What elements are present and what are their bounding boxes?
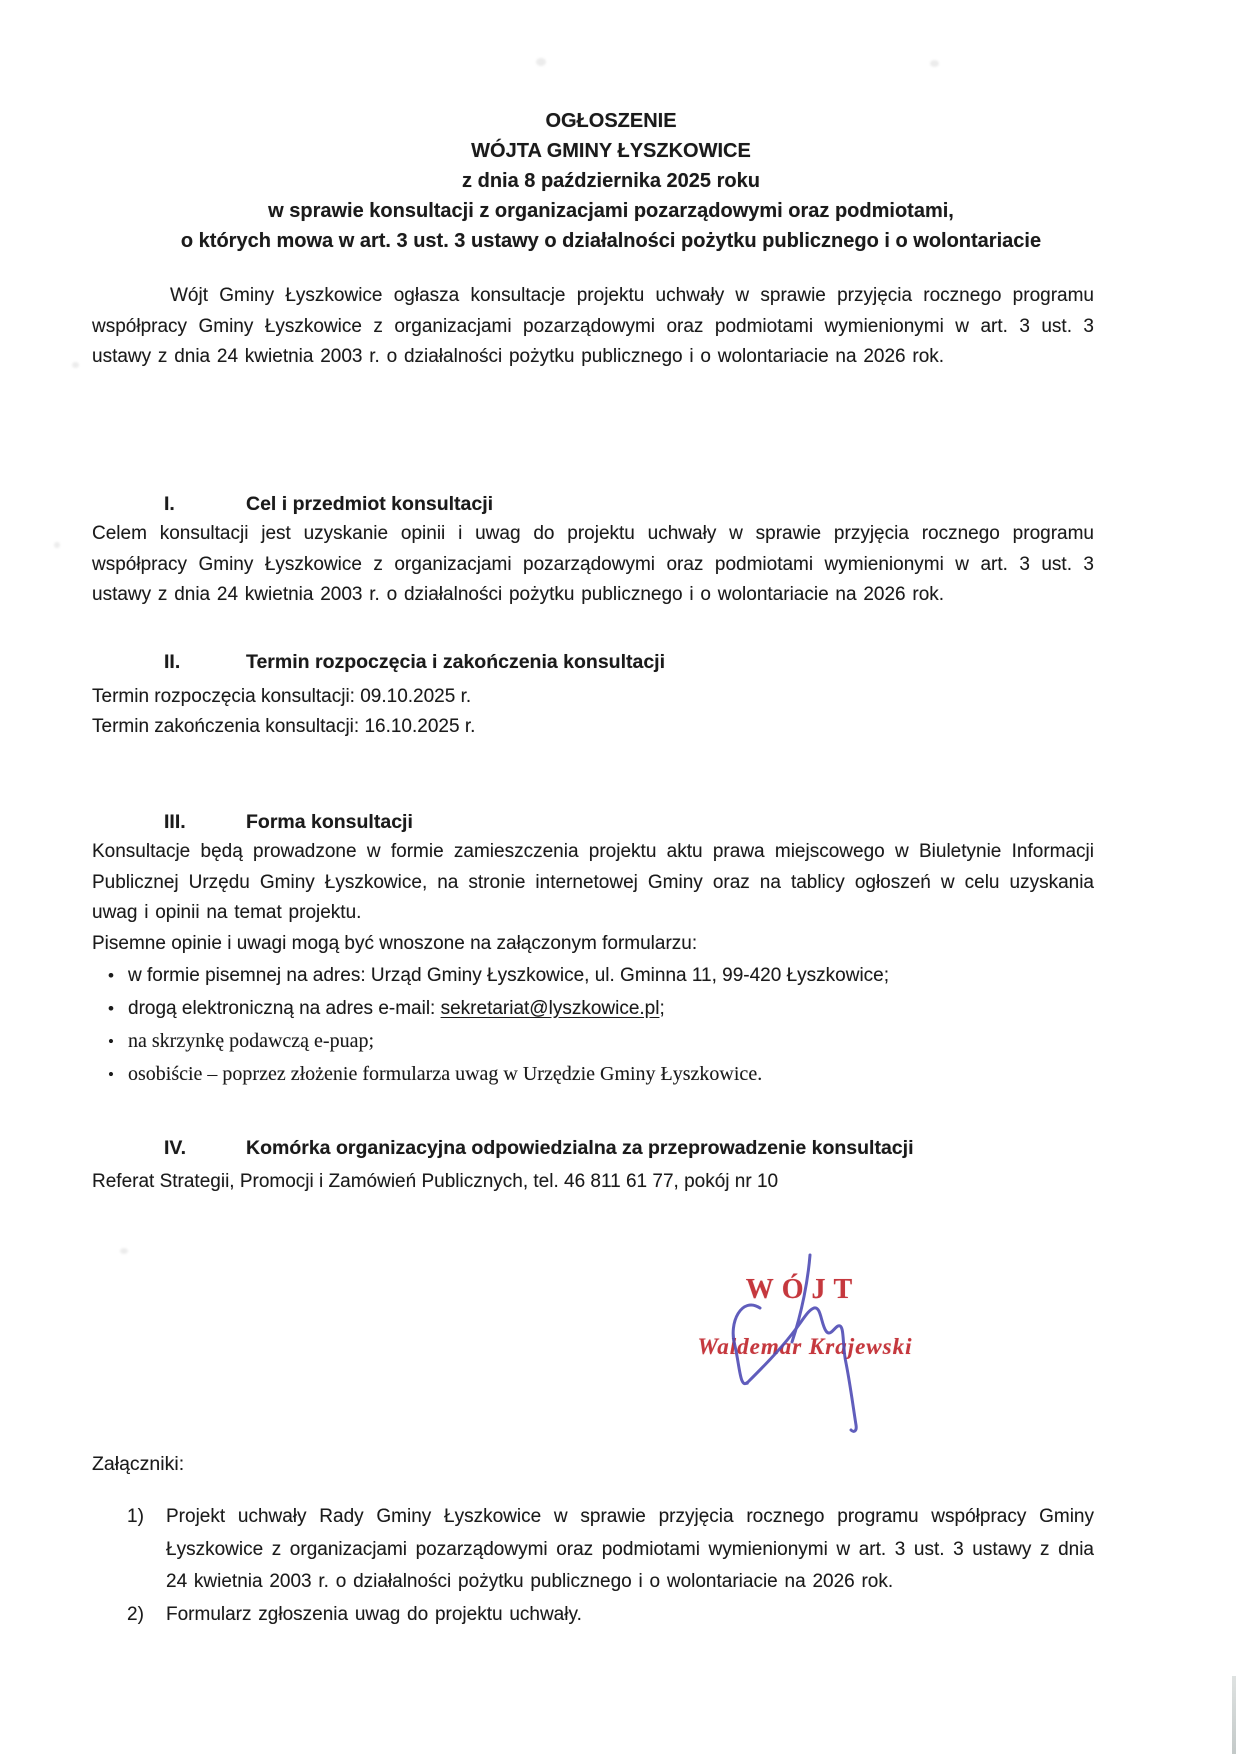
- document-title-block: [92, 106, 1094, 256]
- intro-paragraph: Wójt Gminy Łyszkowice ogłasza konsultacje projektu uchwały w sprawie przyjęcia rocznego programu współpracy Gminy Łyszkowice z organizacjami pozarządowymi oraz podmiotami wymienionymi w art. 3 ust. 3 ustawy z dnia 24 kwietnia 2003 r. o działalności pożytku publicznego i o wolontariacie na 2026 rok.: [92, 285, 1094, 367]
- attachments-list: [92, 1501, 1094, 1631]
- section-form-heading: [92, 807, 1094, 837]
- section-number: IV.: [164, 1137, 187, 1159]
- section-number: I.: [164, 493, 175, 515]
- section-heading-text: Komórka organizacyjna odpowiedzialna za przeprowadzenie konsultacji: [246, 1137, 914, 1159]
- email-suffix: ;: [659, 997, 665, 1019]
- title-line-2: WÓJTA GMINY ŁYSZKOWICE: [471, 140, 751, 162]
- section-purpose-body: Celem konsultacji jest uzyskanie opinii i uwag do projektu uchwały w sprawie przyjęcia rocznego programu współpracy Gminy Łyszkowice z organizacjami pozarządowymi oraz podmiotami wymienionymi w art. 3 ust. 3 ustawy z dnia 24 kwietnia 2003 r. o działalności pożytku publicznego i o wolontariacie na 2026 rok.: [92, 523, 1094, 605]
- email-address-link[interactable]: sekretariat@lyszkowice.pl: [440, 997, 660, 1019]
- section-heading-text: Forma konsultacji: [246, 811, 413, 833]
- attachment-text: Formularz zgłoszenia uwag do projektu uchwały.: [166, 1603, 582, 1625]
- attachments-block: [92, 1449, 1094, 1631]
- stamp-title: WÓJT: [745, 1274, 861, 1305]
- stamp-signer-name: Waldemar Krajewski: [697, 1334, 913, 1359]
- written-opinions-intro: Pisemne opinie i uwagi mogą być wnoszone na załączonym formularzu:: [92, 932, 698, 954]
- responsible-unit-contact: Referat Strategii, Promocji i Zamówień Publicznych, tel. 46 811 61 77, pokój nr 10: [92, 1171, 779, 1192]
- scan-edge-line: [1232, 1676, 1236, 1754]
- bullet-icon: •: [108, 1031, 114, 1051]
- bullet-text: na skrzynkę podawczą e-puap;: [128, 1029, 374, 1052]
- bullet-text: [128, 992, 665, 1025]
- bullet-icon: •: [108, 965, 114, 985]
- bullet-icon: •: [108, 1064, 114, 1084]
- section-purpose-heading: [92, 489, 1094, 519]
- attachment-item: [92, 1599, 1094, 1632]
- section-number: II.: [164, 651, 181, 673]
- bullet-text: w formie pisemnej na adres: Urząd Gminy Łyszkowice, ul. Gminna 11, 99-420 Łyszkowice;: [128, 964, 890, 986]
- consultation-start-date: Termin rozpoczęcia konsultacji: 09.10.2025 r.: [92, 686, 472, 707]
- attachment-text: Projekt uchwały Rady Gminy Łyszkowice w sprawie przyjęcia rocznego programu współpracy Gminy Łyszkowice z organizacjami pozarządowymi oraz podmiotami wymienionymi w art. 3 ust. 3 ustawy z dnia 24 kwietnia 2003 r. o działalności pożytku publicznego i o wolontariacie na 2026 rok.: [166, 1506, 1094, 1592]
- title-line-5: o których mowa w art. 3 ust. 3 ustawy o działalności pożytku publicznego i o wolontariacie: [180, 230, 1042, 252]
- consultation-end-date: Termin zakończenia konsultacji: 16.10.2025 r.: [92, 716, 476, 737]
- section-dates-heading: [92, 647, 1094, 677]
- title-line-3: z dnia 8 października 2025 roku: [462, 170, 760, 192]
- attachment-number: 1): [127, 1506, 144, 1527]
- section-dates: [92, 647, 1094, 742]
- email-prefix: drogą elektroniczną na adres e-mail:: [128, 997, 441, 1019]
- intro-paragraph-block: [92, 281, 1094, 373]
- section-heading-text: Cel i przedmiot konsultacji: [246, 493, 494, 515]
- bullet-icon: •: [108, 998, 114, 1018]
- section-responsible-unit: [92, 1133, 1094, 1197]
- section-number: III.: [164, 811, 186, 833]
- attachment-item: [92, 1501, 1094, 1599]
- section-form-body: Konsultacje będą prowadzone w formie zamieszczenia projektu aktu prawa miejscowego w Biuletynie Informacji Publicznej Urzędu Gminy Łyszkowice, na stronie internetowej Gminy oraz na tablicy ogłoszeń w celu uzyskania uwag i opinii na temat projektu.: [92, 841, 1094, 923]
- bullet-text: osobiście – poprzez złożenie formularza uwag w Urzędzie Gminy Łyszkowice.: [128, 1062, 763, 1085]
- section-form: [92, 807, 1094, 1091]
- bullet-in-person: [92, 1058, 1094, 1091]
- section-responsible-unit-heading: [92, 1133, 1094, 1163]
- title-line-1: OGŁOSZENIE: [545, 110, 677, 132]
- title-line-4: w sprawie konsultacji z organizacjami pozarządowymi oraz podmiotami,: [268, 200, 954, 222]
- section-purpose: [92, 489, 1094, 611]
- attachments-label: Załączniki:: [92, 1453, 185, 1475]
- section-heading-text: Termin rozpoczęcia i zakończenia konsultacji: [246, 651, 666, 673]
- bullet-written-address: [92, 959, 1094, 992]
- bullet-email: [92, 992, 1094, 1025]
- bullet-epuap: [92, 1025, 1094, 1058]
- attachment-number: 2): [127, 1603, 144, 1625]
